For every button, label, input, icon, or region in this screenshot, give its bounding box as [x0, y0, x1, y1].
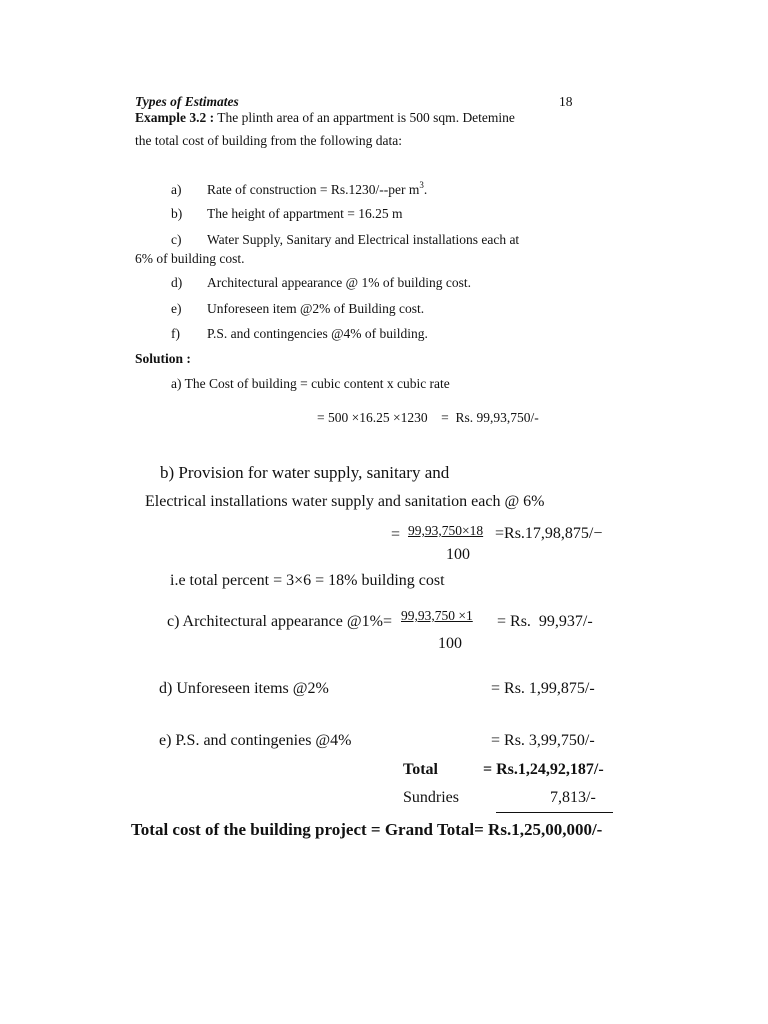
problem-statement-line1 [135, 111, 515, 125]
item-b-label: b) [171, 206, 183, 221]
solution-heading: Solution : [135, 351, 191, 366]
item-f-label: f) [171, 326, 180, 341]
solution-b-result: =Rs.17,98,875/− [495, 525, 603, 542]
sundries-label: Sundries [403, 789, 459, 806]
solution-b-equals: = [391, 526, 401, 543]
solution-c-numerator: 99,93,750 ×1 [401, 608, 473, 623]
item-c-label: c) [171, 232, 182, 247]
solution-e-result: = Rs. 3,99,750/- [491, 732, 595, 749]
solution-b-note: i.e total percent = 3×6 = 18% building cost [170, 572, 445, 589]
item-a-text: Rate of construction = Rs.1230/--per $m^3$. [207, 180, 428, 197]
total-underline [496, 812, 613, 813]
solution-b-line1: b) Provision for water supply, sanitary and [160, 463, 450, 482]
item-e-label: e) [171, 301, 182, 316]
solution-b-line2: Electrical installations water supply and sanitation each @ 6% [145, 493, 545, 510]
problem-text-1: The plinth area of an appartment is 500 sqm. Detemine [214, 110, 515, 125]
solution-a-line1: a) The Cost of building = cubic content x cubic rate [171, 376, 450, 391]
solution-b-denominator: 100 [446, 546, 470, 563]
solution-d-label: d) Unforeseen items @2% [159, 680, 329, 697]
solution-b-numerator: 99,93,750×18 [408, 523, 484, 538]
item-b-text: The height of appartment = 16.25 m [207, 206, 403, 221]
problem-statement-line2: the total cost of building from the following data: [135, 133, 402, 148]
item-d-label: d) [171, 275, 183, 290]
solution-c-denominator: 100 [438, 635, 462, 652]
total-value: = Rs.1,24,92,187/- [483, 761, 604, 778]
solution-e-label: e) P.S. and contingenies @4% [159, 732, 352, 749]
item-c-text: Water Supply, Sanitary and Electrical installations each at [207, 232, 520, 247]
total-label: Total [403, 761, 438, 778]
item-d-text: Architectural appearance @ 1% of building cost. [207, 275, 471, 290]
solution-c-label: c) Architectural appearance @1%= [167, 613, 392, 630]
item-c-continuation: 6% of building cost. [135, 251, 245, 266]
example-label: Example 3.2 : [135, 110, 215, 125]
solution-a-line2: = 500 ×16.25 ×1230 = Rs. 99,93,750/- [317, 410, 539, 425]
solution-d-result: = Rs. 1,99,875/- [491, 680, 595, 697]
sundries-value: 7,813/- [550, 789, 596, 806]
grand-total-line: Total cost of the building project = Grand Total= Rs.1,25,00,000/- [131, 820, 603, 839]
solution-c-result: = Rs. 99,937/- [497, 613, 593, 630]
item-a-label: a) [171, 182, 182, 197]
item-f-text: P.S. and contingencies @4% of building. [207, 326, 428, 341]
item-e-text: Unforeseen item @2% of Building cost. [207, 301, 425, 316]
running-header-title: Types of Estimates [135, 94, 239, 109]
page-number: 18 [559, 94, 573, 109]
